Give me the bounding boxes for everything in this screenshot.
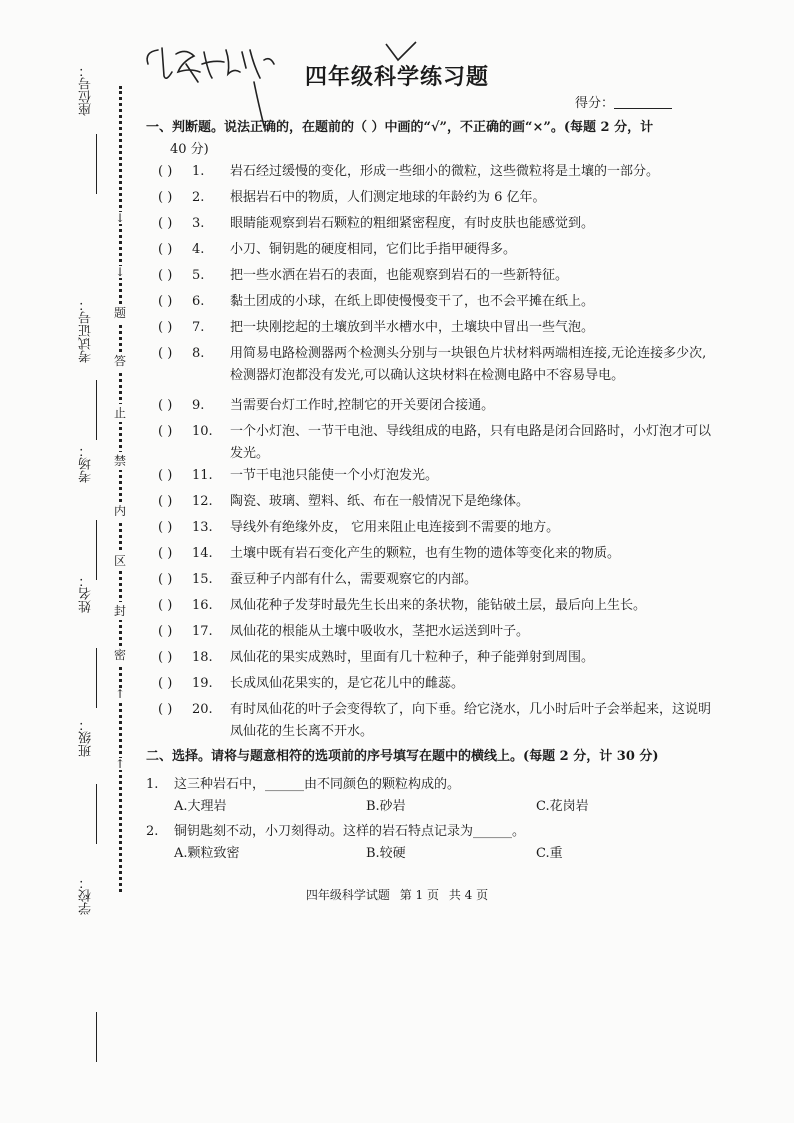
page-footer <box>0 886 794 903</box>
answer-parentheses[interactable]: ( ) <box>158 424 173 439</box>
seal-char: 禁 <box>111 452 129 470</box>
question-text: 凤仙花的根能从土壤中吸收水，茎把水运送到叶子。 <box>230 624 530 639</box>
option-a: A.大理岩 <box>174 799 227 814</box>
true-false-question <box>158 239 718 261</box>
true-false-question <box>158 647 718 669</box>
true-false-question <box>158 343 718 387</box>
answer-parentheses[interactable]: ( ) <box>158 676 173 691</box>
question-number: 7. <box>192 320 205 335</box>
question-text: 导线外有绝缘外皮， 它用来阻止电连接到不需要的地方。 <box>230 520 560 535</box>
exam-room-line <box>96 520 97 580</box>
choice-question <box>146 822 716 866</box>
answer-parentheses[interactable]: ( ) <box>158 398 173 413</box>
question-number: 20. <box>192 702 213 717</box>
question-stem: 铜钥匙刻不动，小刀刻得动。这样的岩石特点记录为______。 <box>174 824 526 839</box>
question-number: 5. <box>192 268 205 283</box>
option-b: B.较硬 <box>366 846 406 861</box>
question-text: 把一些水洒在岩石的表面，也能观察到岩石的一些新特征。 <box>230 268 569 283</box>
question-text: 凤仙花的果实成熟时，里面有几十粒种子，种子能弹射到周围。 <box>230 650 595 665</box>
answer-parentheses[interactable]: ( ) <box>158 572 173 587</box>
answer-parentheses[interactable]: ( ) <box>158 494 173 509</box>
question-text: 土壤中既有岩石变化产生的颗粒，也有生物的遗体等变化来的物质。 <box>230 546 621 561</box>
option-b: B.砂岩 <box>366 799 406 814</box>
question-number: 19. <box>192 676 213 691</box>
true-false-question <box>158 621 718 643</box>
question-number: 10. <box>192 424 213 439</box>
question-number: 1. <box>146 777 159 792</box>
question-text: 陶瓷、玻璃、塑料、纸、布在一般情况下是绝缘体。 <box>230 494 530 509</box>
question-number: 14. <box>192 546 213 561</box>
class-line <box>96 784 97 844</box>
question-number: 6. <box>192 294 205 309</box>
option-a: A.颗粒致密 <box>174 846 240 861</box>
answer-parentheses[interactable]: ( ) <box>158 346 173 361</box>
true-false-question <box>158 213 718 235</box>
seal-arrow: ↑ <box>112 688 128 700</box>
true-false-question <box>158 161 718 183</box>
question-text: 蚕豆种子内部有什么，需要观察它的内部。 <box>230 572 478 587</box>
class-label: 班级： <box>79 718 94 757</box>
question-number: 17. <box>192 624 213 639</box>
question-number: 4. <box>192 242 205 257</box>
answer-parentheses[interactable]: ( ) <box>158 546 173 561</box>
true-false-question <box>158 291 718 313</box>
answer-parentheses[interactable]: ( ) <box>158 702 173 717</box>
answer-parentheses[interactable]: ( ) <box>158 520 173 535</box>
question-number: 9. <box>192 398 205 413</box>
answer-parentheses[interactable]: ( ) <box>158 190 173 205</box>
score-blank[interactable] <box>614 96 672 109</box>
true-false-question <box>158 395 718 417</box>
question-number: 18. <box>192 650 213 665</box>
question-number: 16. <box>192 598 213 613</box>
true-false-question <box>158 673 718 695</box>
seal-dotted-line <box>119 86 122 892</box>
true-false-question <box>158 187 718 209</box>
school-line <box>96 1012 97 1062</box>
true-false-question <box>158 699 718 743</box>
choice-question <box>146 775 716 819</box>
seal-char: 封 <box>111 602 129 620</box>
exam-id-line <box>96 380 97 440</box>
seal-char: 止 <box>111 404 129 422</box>
footer-total: 共 4 页 <box>448 888 489 902</box>
answer-parentheses[interactable]: ( ) <box>158 468 173 483</box>
footer-page: 第 1 页 <box>399 888 439 902</box>
true-false-question <box>158 491 718 513</box>
question-number: 13. <box>192 520 213 535</box>
question-number: 3. <box>192 216 205 231</box>
exam-id-label: 考试证号： <box>79 298 94 363</box>
option-c: C.花岗岩 <box>536 799 589 814</box>
name-line <box>96 648 97 708</box>
seal-char: 题 <box>111 304 129 322</box>
answer-parentheses[interactable]: ( ) <box>158 320 173 335</box>
answer-parentheses[interactable]: ( ) <box>158 242 173 257</box>
answer-parentheses[interactable]: ( ) <box>158 650 173 665</box>
question-number: 1. <box>192 164 205 179</box>
answer-parentheses[interactable]: ( ) <box>158 268 173 283</box>
question-text: 眼睛能观察到岩石颗粒的粗细紧密程度，有时皮肤也能感觉到。 <box>230 216 595 231</box>
name-label: 姓名： <box>79 574 94 613</box>
true-false-question <box>158 465 718 487</box>
seal-char: 区 <box>111 552 129 570</box>
check-mark-scribble <box>384 40 418 62</box>
question-text: 一个小灯泡、一节干电池、导线组成的电路，只有电路是闭合回路时，小灯泡才可以发光。 <box>230 424 712 461</box>
question-number: 2. <box>146 824 159 839</box>
question-text: 把一块刚挖起的土壤放到半水槽水中，土壤块中冒出一些气泡。 <box>230 320 595 335</box>
question-text: 当需要台灯工作时,控制它的开关要闭合接通。 <box>230 398 495 413</box>
seat-number-line <box>96 134 97 194</box>
true-false-question <box>158 421 718 465</box>
option-c: C.重 <box>536 846 563 861</box>
section-1-heading <box>146 117 716 161</box>
question-text: 长成凤仙花果实的，是它花儿中的雌蕊。 <box>230 676 465 691</box>
question-stem: 这三种岩石中，______由不同颜色的颗粒构成的。 <box>174 777 461 792</box>
true-false-question <box>158 317 718 339</box>
question-text: 岩石经过缓慢的变化，形成一些细小的微粒，这些微粒将是土壤的一部分。 <box>230 164 660 179</box>
question-number: 11. <box>192 468 213 483</box>
answer-parentheses[interactable]: ( ) <box>158 294 173 309</box>
score-field <box>575 92 672 111</box>
question-number: 2. <box>192 190 205 205</box>
true-false-question <box>158 517 718 539</box>
question-number: 8. <box>192 346 205 361</box>
section-2-heading: 二、选择。请将与题意相符的选项前的序号填写在题中的横线上。(每题 2 分，计 30 分) <box>146 749 659 764</box>
seal-arrow: ↓ <box>112 212 128 224</box>
question-text: 小刀、铜钥匙的硬度相同，它们比手指甲硬得多。 <box>230 242 517 257</box>
seal-arrow: ↑ <box>112 758 128 770</box>
seat-number-label: 座位号： <box>79 64 94 116</box>
seal-char: 密 <box>111 646 129 664</box>
page-title: 四年级科学练习题 <box>304 64 489 90</box>
question-text: 根据岩石中的物质，人们测定地球的年龄约为 6 亿年。 <box>230 190 546 205</box>
true-false-question <box>158 543 718 565</box>
question-number: 15. <box>192 572 213 587</box>
school-label: 学校： <box>79 876 94 915</box>
section-1-heading-line2: 40 分) <box>170 142 209 157</box>
true-false-question <box>158 595 718 617</box>
footer-subject: 四年级科学试题 <box>305 888 390 902</box>
question-text: 有时凤仙花的叶子会变得软了，向下垂。给它浇水，几小时后叶子会举起来，这说明凤仙花的生长离不开水。 <box>230 702 712 739</box>
question-text: 黏土团成的小球，在纸上即使慢慢变干了，也不会平摊在纸上。 <box>230 294 595 309</box>
seal-arrow: ↓ <box>112 266 128 278</box>
seal-char: 内 <box>111 502 129 520</box>
question-text: 一节干电池只能使一个小灯泡发光。 <box>230 468 439 483</box>
answer-parentheses[interactable]: ( ) <box>158 598 173 613</box>
exam-room-label: 考场： <box>79 444 94 483</box>
section-1-heading-line1: 一、判断题。说法正确的，在题前的（ ）中画的“√”，不正确的画“×”。(每题 2 分，计 <box>146 120 654 135</box>
seal-char: 答 <box>111 352 129 370</box>
answer-parentheses[interactable]: ( ) <box>158 216 173 231</box>
question-text: 用简易电路检测器两个检测头分别与一块银色片状材料两端相连接,无论连接多少次,检测器灯泡都没有发光,可以确认这块材料在检测电路中不容易导电。 <box>230 346 707 383</box>
answer-parentheses[interactable]: ( ) <box>158 164 173 179</box>
true-false-question <box>158 569 718 591</box>
score-label: 得分： <box>575 96 615 111</box>
question-number: 12. <box>192 494 213 509</box>
answer-parentheses[interactable]: ( ) <box>158 624 173 639</box>
true-false-question <box>158 265 718 287</box>
question-text: 凤仙花种子发芽时最先生长出来的条状物，能钻破土层，最后向上生长。 <box>230 598 647 613</box>
